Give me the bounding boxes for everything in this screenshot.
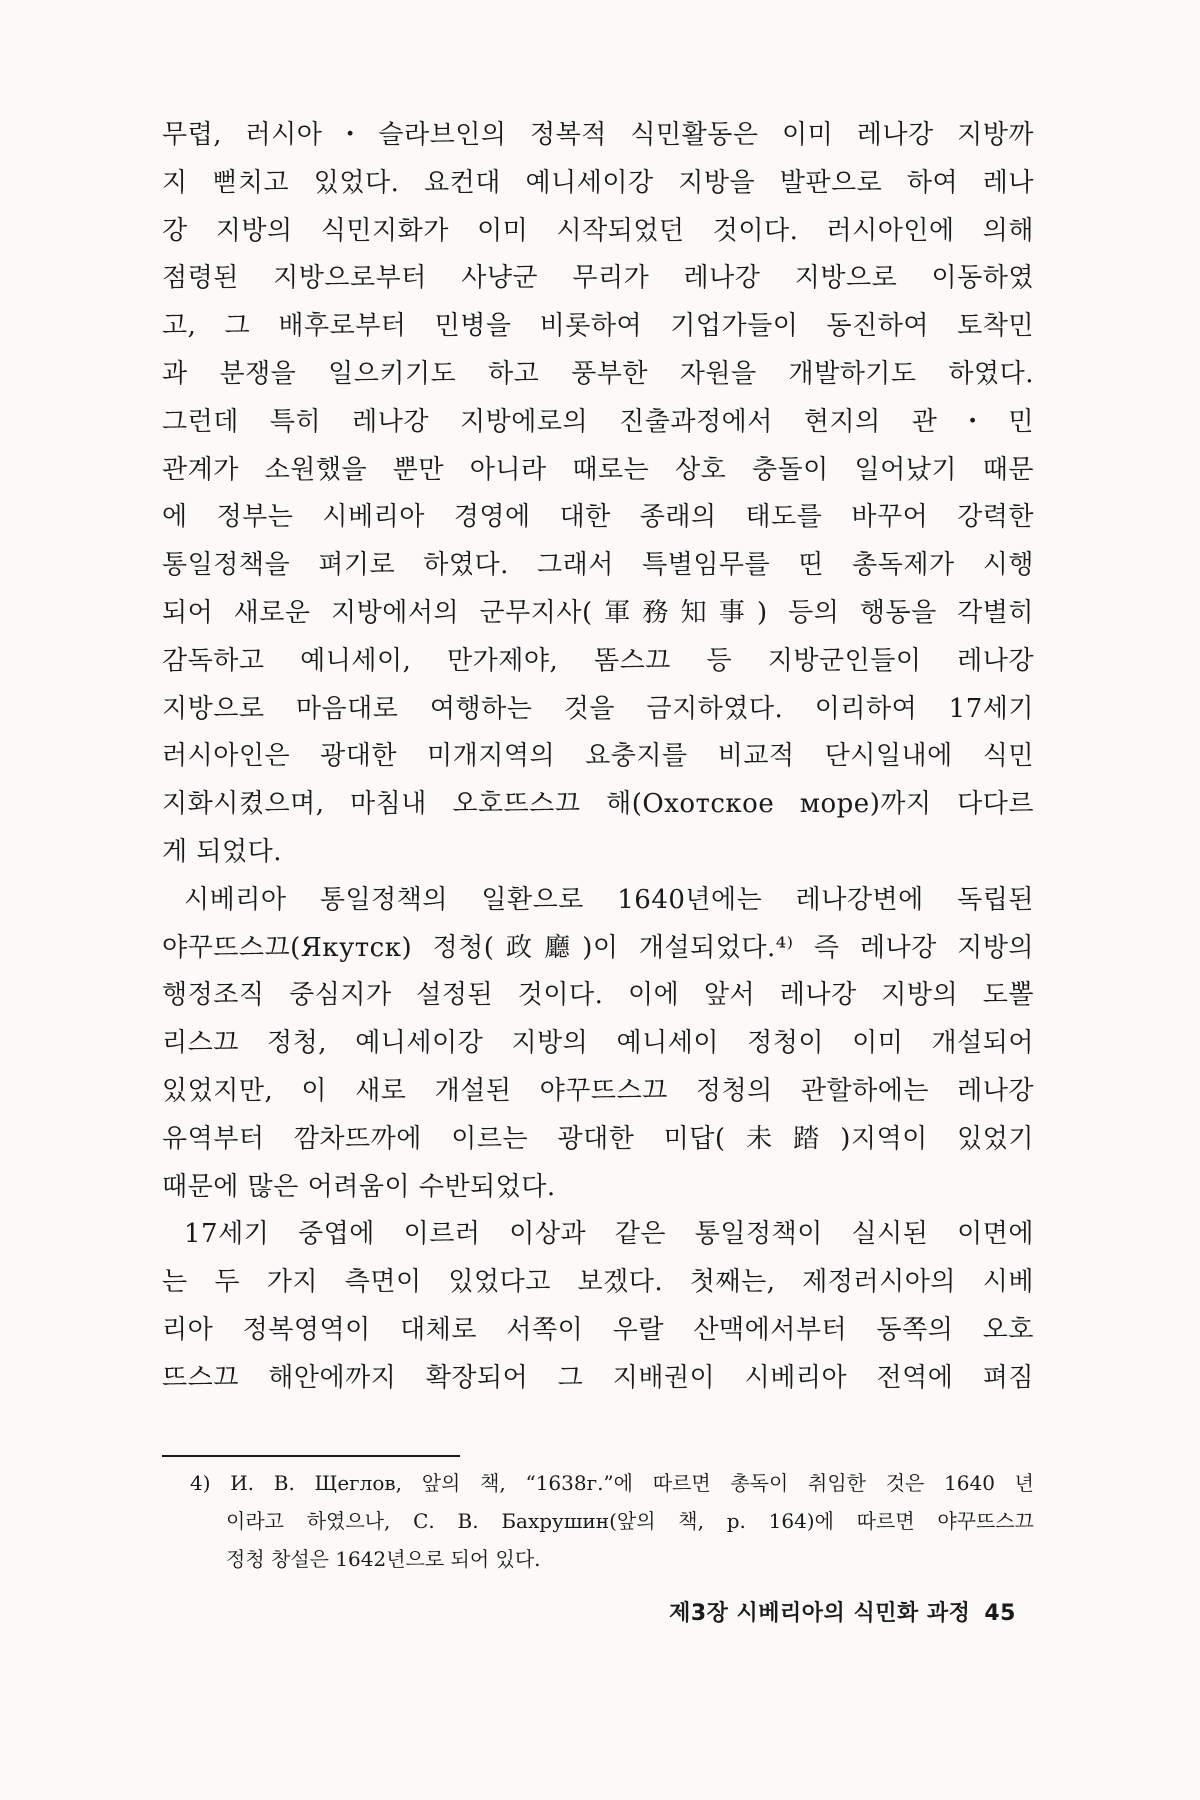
body-line: 리아 정복영역이 대체로 서쪽이 우랄 산맥에서부터 동쪽의 오호	[162, 1314, 1034, 1345]
body-line: 있었지만, 이 새로 개설된 야꾸뜨스끄 정청의 관할하에는 레나강	[162, 1075, 1034, 1106]
body-line: 관계가 소원했을 뿐만 아니라 때로는 상호 충돌이 일어났기 때문	[162, 454, 1034, 485]
body-line: 뜨스끄 해안에까지 확장되어 그 지배권이 시베리아 전역에 펴짐	[162, 1362, 1034, 1393]
page-number: 45	[984, 1601, 1016, 1626]
body-line: 감독하고 예니세이, 만가제야, 똠스끄 등 지방군인들이 레나강	[162, 645, 1034, 676]
chapter-title: 제3장 시베리아의 식민화 과정	[669, 1601, 971, 1626]
body-line: 17세기 중엽에 이르러 이상과 같은 통일정책이 실시된 이면에	[184, 1219, 1034, 1250]
body-line: 러시아인은 광대한 미개지역의 요충지를 비교적 단시일내에 식민	[162, 741, 1034, 772]
body-line: 는 두 가지 측면이 있었다고 보겠다. 첫째는, 제정러시아의 시베	[162, 1267, 1034, 1298]
footnotes	[190, 1464, 1034, 1578]
body-line: 강 지방의 식민지화가 이미 시작되었던 것이다. 러시아인에 의해	[162, 215, 1034, 246]
body-line: 점령된 지방으로부터 사냥군 무리가 레나강 지방으로 이동하였	[162, 263, 1034, 294]
body-line: 야꾸뜨스끄(Якутск) 정청(政廳)이 개설되었다.⁴⁾ 즉 레나강 지방의	[162, 932, 1034, 963]
body-line: 행정조직 중심지가 설정된 것이다. 이에 앞서 레나강 지방의 도뽈	[162, 980, 1034, 1011]
body-line: 유역부터 깜차뜨까에 이르는 광대한 미답(未踏)지역이 있었기	[162, 1123, 1034, 1154]
body-line: 시베리아 통일정책의 일환으로 1640년에는 레나강변에 독립된	[184, 884, 1034, 915]
body-line: 때문에 많은 어려움이 수반되었다.	[162, 1171, 556, 1202]
body-line: 그런데 특히 레나강 지방에로의 진출과정에서 현지의 관・민	[162, 406, 1034, 437]
body-text	[162, 112, 1034, 1403]
running-footer	[669, 1596, 1016, 1627]
body-line: 지화시켰으며, 마침내 오호뜨스끄 해(Охотское море)까지 다다르	[162, 789, 1034, 820]
footnote-line: 4) И. В. Щеглов, 앞의 책, “1638г.”에 따르면 총독이 취임한 것은 1640 년	[190, 1471, 1034, 1495]
footnote-divider	[162, 1455, 460, 1457]
footnote-line: 이라고 하였으나, С. В. Бахрушин(앞의 책, p. 164)에 따르면 야꾸뜨스끄	[226, 1509, 1034, 1533]
body-line: 지 뻗치고 있었다. 요컨대 예니세이강 지방을 발판으로 하여 레나	[162, 167, 1034, 198]
footnote-line: 정청 창설은 1642년으로 되어 있다.	[226, 1547, 541, 1571]
body-line: 에 정부는 시베리아 경영에 대한 종래의 태도를 바꾸어 강력한	[162, 502, 1034, 533]
body-line: 되어 새로운 지방에서의 군무지사(軍務知事) 등의 행동을 각별히	[162, 597, 1034, 628]
body-line: 고, 그 배후로부터 민병을 비롯하여 기업가들이 동진하여 토착민	[162, 311, 1034, 342]
body-line: 통일정책을 펴기로 하였다. 그래서 특별임무를 띤 총독제가 시행	[162, 550, 1034, 581]
body-line: 무렵, 러시아・슬라브인의 정복적 식민활동은 이미 레나강 지방까	[162, 120, 1034, 150]
body-line: 과 분쟁을 일으키기도 하고 풍부한 자원을 개발하기도 하였다.	[162, 358, 1034, 389]
body-line: 지방으로 마음대로 여행하는 것을 금지하였다. 이리하여 17세기	[162, 693, 1034, 724]
body-line: 게 되었다.	[162, 836, 282, 867]
body-line: 리스끄 정청, 예니세이강 지방의 예니세이 정청이 이미 개설되어	[162, 1028, 1034, 1059]
